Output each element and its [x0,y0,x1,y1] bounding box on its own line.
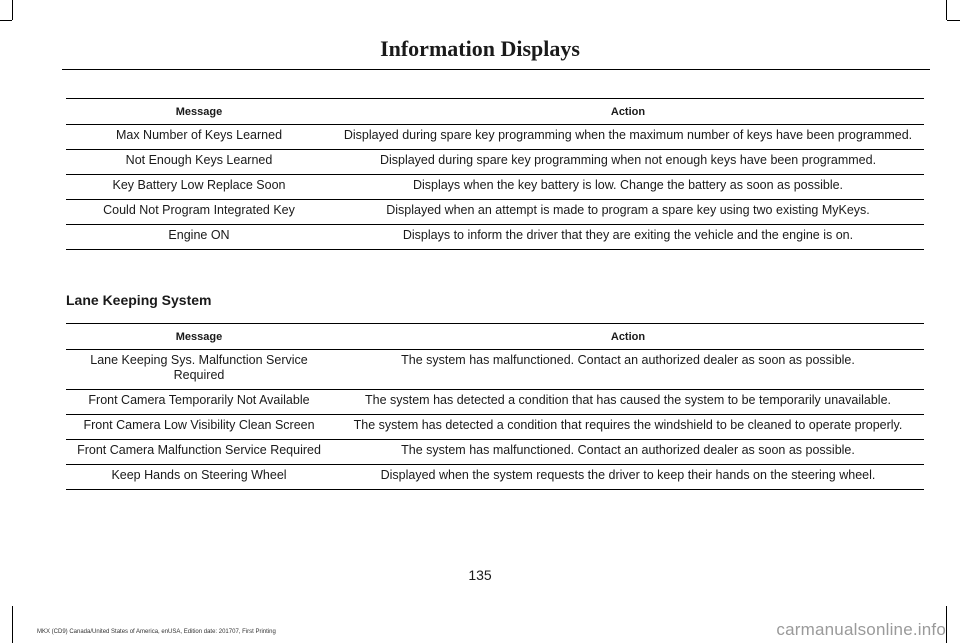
message-cell: Max Number of Keys Learned [66,125,332,150]
table-row [66,350,924,390]
table-row [66,225,924,250]
crop-mark [946,0,947,20]
action-cell: Displays to inform the driver that they are exiting the vehicle and the engine is on. [332,225,924,250]
page-number: 135 [468,567,492,583]
crop-mark [12,606,13,643]
table-row [66,440,924,465]
message-cell: Front Camera Low Visibility Clean Screen [66,415,332,440]
message-cell: Key Battery Low Replace Soon [66,175,332,200]
action-column-header: Action [332,324,924,350]
table-row [66,415,924,440]
key-messages-table [66,98,924,250]
table-row [66,125,924,150]
message-cell: Front Camera Malfunction Service Required [66,440,332,465]
crop-mark [12,0,13,20]
crop-mark [947,20,960,21]
action-cell: Displayed when the system requests the driver to keep their hands on the steering wheel. [332,465,924,490]
table-row [66,175,924,200]
edition-footer: MKX (CD9) Canada/United States of America, enUSA, Edition date: 201707, First Printing [37,629,276,635]
table-row [66,150,924,175]
table-header-row [66,99,924,125]
title-rule [62,69,930,70]
action-cell: Displays when the key battery is low. Change the battery as soon as possible. [332,175,924,200]
action-cell: The system has detected a condition that requires the windshield to be cleaned to operate properly. [332,415,924,440]
lane-keeping-messages-table [66,323,924,490]
message-cell: Not Enough Keys Learned [66,150,332,175]
watermark: carmanualsonline.info [776,620,946,639]
action-cell: Displayed during spare key programming when not enough keys have been programmed. [332,150,924,175]
action-cell: The system has detected a condition that has caused the system to be temporarily unavailable. [332,390,924,415]
action-column-header: Action [332,99,924,125]
table-header-row [66,324,924,350]
action-cell: The system has malfunctioned. Contact an authorized dealer as soon as possible. [332,350,924,390]
crop-mark [946,606,947,643]
action-cell: The system has malfunctioned. Contact an authorized dealer as soon as possible. [332,440,924,465]
message-cell: Could Not Program Integrated Key [66,200,332,225]
message-column-header: Message [66,99,332,125]
message-cell: Engine ON [66,225,332,250]
action-cell: Displayed during spare key programming when the maximum number of keys have been programmed. [332,125,924,150]
table-row [66,465,924,490]
message-cell: Lane Keeping Sys. Malfunction Service Required [66,350,332,390]
action-cell: Displayed when an attempt is made to program a spare key using two existing MyKeys. [332,200,924,225]
message-cell: Front Camera Temporarily Not Available [66,390,332,415]
crop-mark [0,20,12,21]
message-column-header: Message [66,324,332,350]
table-row [66,200,924,225]
page-title: Information Displays [380,36,580,61]
table-row [66,390,924,415]
section-heading: Lane Keeping System [66,292,212,308]
message-cell: Keep Hands on Steering Wheel [66,465,332,490]
